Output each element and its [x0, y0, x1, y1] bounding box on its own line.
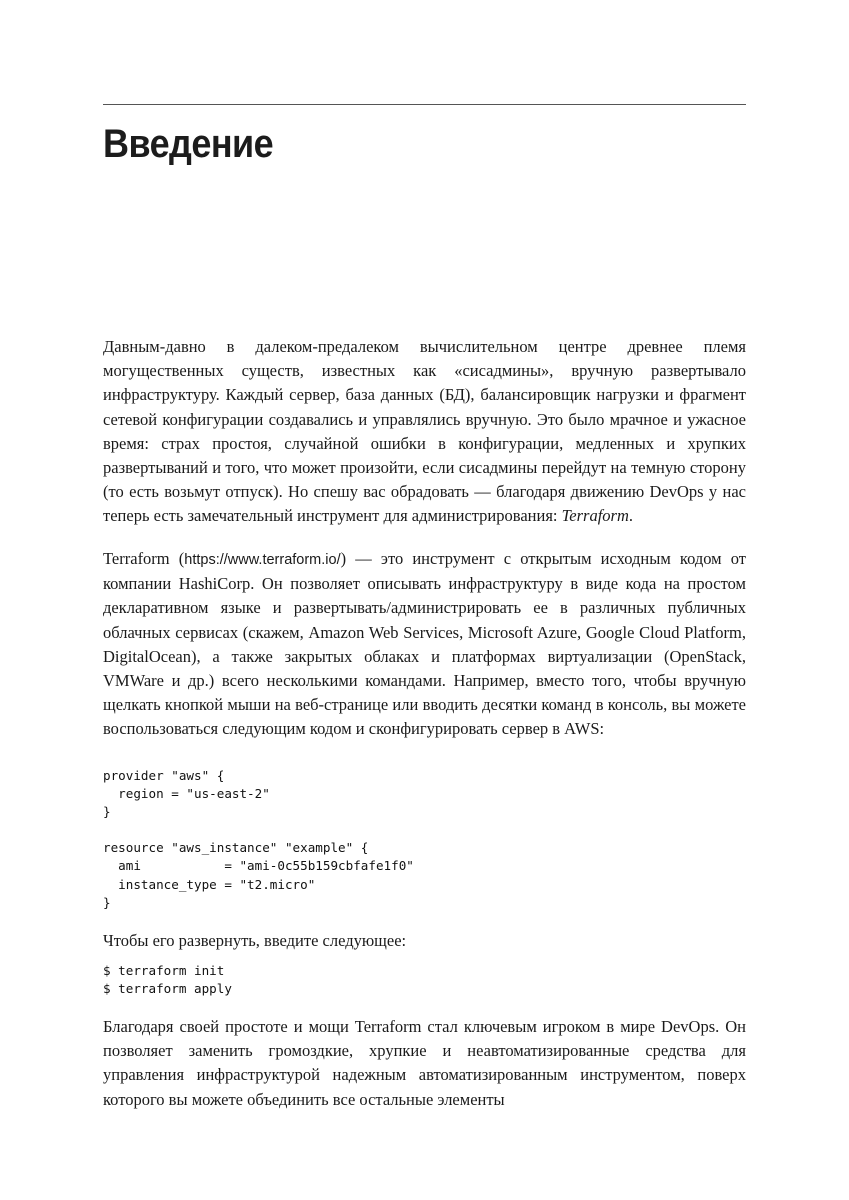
intro-text: Давным-давно в далеком-предалеком вычислительном центре древнее племя могущественных существ, известных как «сисадмины», вручную развертывало инфраструктуру. Каждый сервер, база данных (БД), балансировщик нагрузки и фрагмент сетевой конфигурации создавались и управлялись вручную. Это было мрачное и ужасное время: страх простоя, случайной ошибки в конфигурации, медленных и хрупких развертываний и того, что может произойти, если сисадмины перейдут на темную сторону (то есть возьмут отпуск). Но спешу вас обрадовать — благодаря движению DevOps у нас теперь есть замечательный инструмент для администрирования: — [103, 337, 746, 526]
provider-code-block: provider "aws" { region = "us-east-2" } resource "aws_instance" "example" { ami = "ami-0c55b159cbfafe1f0" instance_type = "t2.micro" } — [103, 768, 414, 910]
deploy-prompt: Чтобы его развернуть, введите следующее: — [103, 931, 407, 950]
intro-end: . — [628, 506, 633, 526]
terraform-url: https://www.terraform.io/ — [184, 552, 341, 568]
terraform-paragraph — [103, 547, 746, 742]
intro-tool-name: Terraform — [561, 506, 629, 526]
top-rule — [103, 104, 746, 105]
closing-paragraph: Благодаря своей простоте и мощи Terraform стал ключевым игроком в мире DevOps. Он позволяет заменить громоздкие, хрупкие и неавтоматизированные средства для управления инфраструктурой надежным автоматизированным инструментом, поверх которого вы можете объединить все остальные элементы — [103, 1017, 746, 1109]
intro-paragraph — [103, 335, 746, 529]
terraform-lead: Terraform ( — [103, 549, 185, 568]
commands-code-block: $ terraform init $ terraform apply — [103, 963, 232, 997]
terraform-description: ) — это инструмент с открытым исходным кодом от компании HashiCorp. Он позволяет описывать инфраструктуру в виде кода на простом декларативном языке и развертывать/администрировать ее в различных публичных облачных сервисах (скажем, Amazon Web Services, Microsoft Azure, Google Cloud Platform, DigitalOcean), а также закрытых облаках и платформах виртуализации (OpenStack, VMWare и др.) всего несколькими командами. Например, вместо того, чтобы вручную щелкать кнопкой мыши на веб-странице или вводить десятки команд в консоль, вы можете воспользоваться следующим кодом и сконфигурировать сервер в AWS: — [103, 549, 747, 739]
chapter-title: Введение — [103, 122, 274, 166]
